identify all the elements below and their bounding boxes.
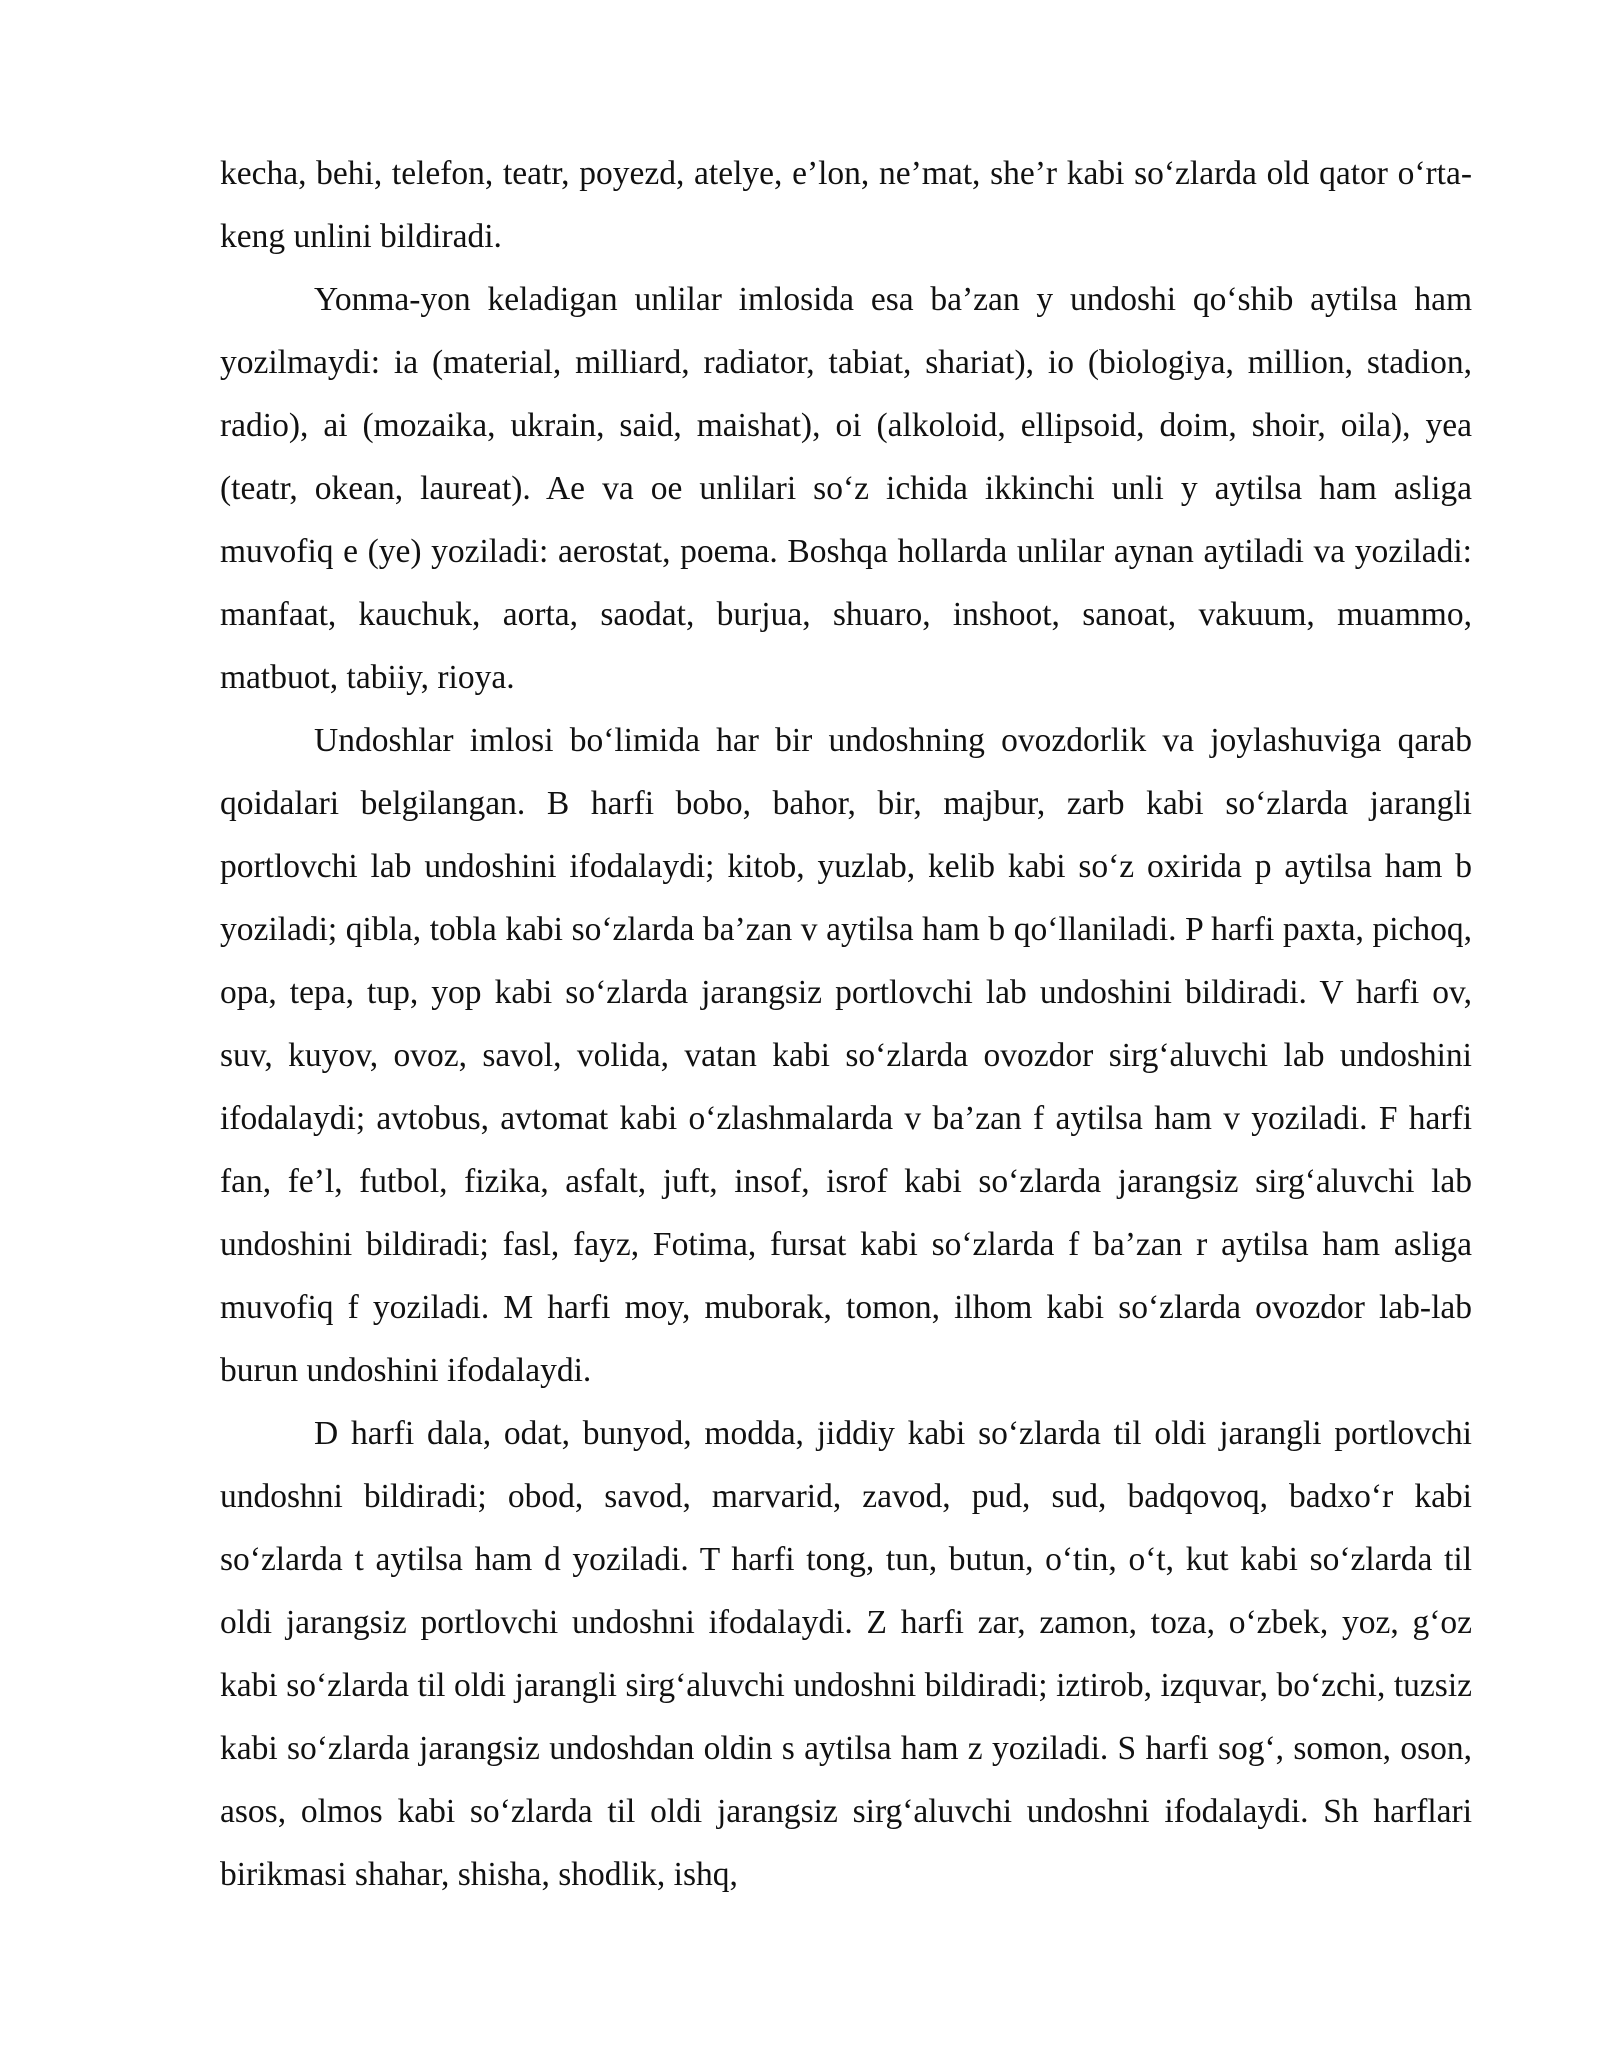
paragraph-4: D harfi dala, odat, bunyod, modda, jiddiy kabi so‘zlarda til oldi jarangli portlovchi undoshni bildiradi; obod, savod, marvarid, zavod, pud, sud, badqovoq, badxo‘r kabi so‘zlarda t aytilsa ham d yoziladi. T harfi tong, tun, butun, o‘tin, o‘t, kut kabi so‘zlarda til oldi jarangsiz portlovchi undoshni ifodalaydi. Z harfi zar, zamon, toza, o‘zbek, yoz, g‘oz kabi so‘zlarda til oldi jarangli sirg‘aluvchi undoshni bildiradi; iztirob, izquvar, bo‘zchi, tuzsiz kabi so‘zlarda jarangsiz undoshdan oldin s aytilsa ham z yoziladi. S harfi sog‘, somon, oson, asos, olmos kabi so‘zlarda til oldi jarangsiz sirg‘aluvchi undoshni ifodalaydi. Sh harflari birikmasi shahar, shisha, shodlik, ishq, (220, 1415, 1472, 1893)
paragraph-3: Undoshlar imlosi bo‘limida har bir undoshning ovozdorlik va joylashuviga qarab qoidalari belgilangan. B harfi bobo, bahor, bir, majbur, zarb kabi so‘zlarda jarangli portlovchi lab undoshini ifodalaydi; kitob, yuzlab, kelib kabi so‘z oxirida p aytilsa ham b yoziladi; qibla, tobla kabi so‘zlarda ba’zan v aytilsa ham b qo‘llaniladi. P harfi paxta, pichoq, opa, tepa, tup, yop kabi so‘zlarda jarangsiz portlovchi lab undoshini bildiradi. V harfi ov, suv, kuyov, ovoz, savol, volida, vatan kabi so‘zlarda ovozdor sirg‘aluvchi lab undoshini ifodalaydi; avtobus, avtomat kabi o‘zlashmalarda v ba’zan f aytilsa ham v yoziladi. F harfi fan, fe’l, futbol, fizika, asfalt, juft, insof, isrof kabi so‘zlarda jarangsiz sirg‘aluvchi lab undoshini bildiradi; fasl, fayz, Fotima, fursat kabi so‘zlarda f ba’zan r aytilsa ham asliga muvofiq f yoziladi. M harfi moy, muborak, tomon, ilhom kabi so‘zlarda ovozdor lab-lab burun undoshini ifodalaydi. (220, 722, 1472, 1389)
document-page (220, 142, 1472, 1906)
paragraph-1: kecha, behi, telefon, teatr, poyezd, atelye, e’lon, ne’mat, she’r kabi so‘zlarda old qator o‘rta-keng unlini bildiradi. (220, 155, 1472, 255)
paragraph-2: Yonma-yon keladigan unlilar imlosida esa ba’zan y undoshi qo‘shib aytilsa ham yozilmaydi: ia (material, milliard, radiator, tabiat, shariat), io (biologiya, million, stadion, radio), ai (mozaika, ukrain, said, maishat), oi (alkoloid, ellipsoid, doim, shoir, oila), yea (teatr, okean, laureat). Ae va oe unlilari so‘z ichida ikkinchi unli y aytilsa ham asliga muvofiq e (ye) yoziladi: aerostat, poema. Boshqa hollarda unlilar aynan aytiladi va yoziladi: manfaat, kauchuk, aorta, saodat, burjua, shuaro, inshoot, sanoat, vakuum, muammo, matbuot, tabiiy, rioya. (220, 281, 1472, 696)
